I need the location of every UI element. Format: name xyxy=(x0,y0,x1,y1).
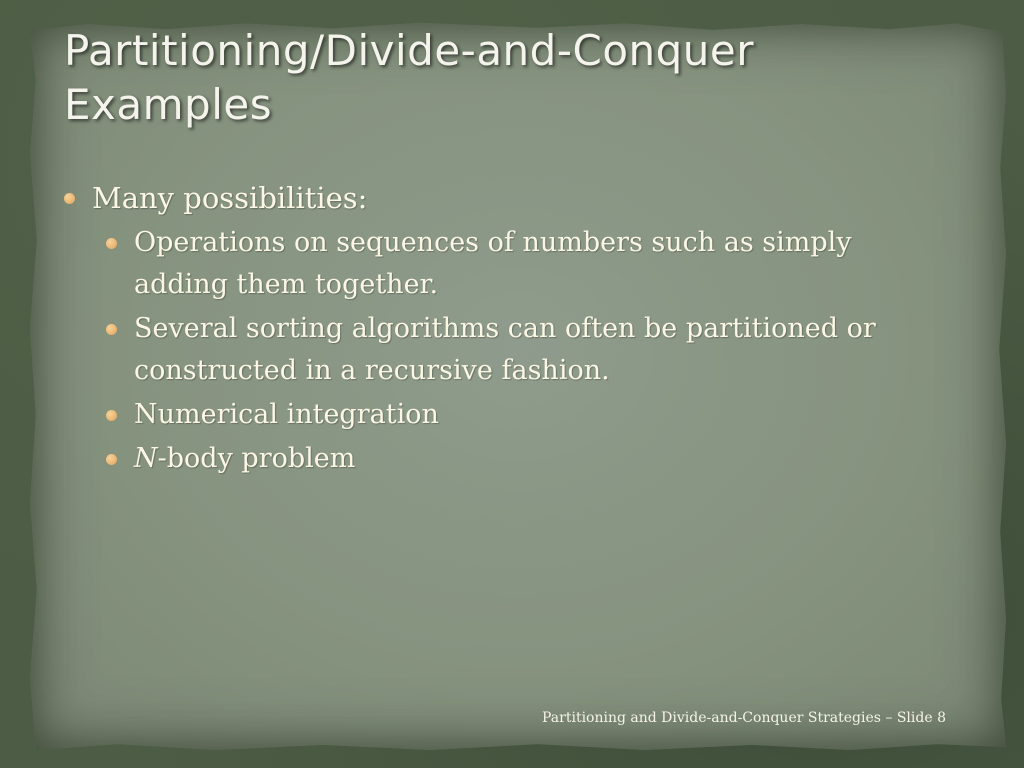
sub-bullet-item xyxy=(62,438,942,480)
bullet-item xyxy=(62,176,942,480)
bullet-dot-icon xyxy=(106,238,117,249)
sub-bullet-text: Several sorting algorithms can often be partitioned or constructed in a recursive fashion. xyxy=(134,313,876,386)
sub-bullet-text: -body problem xyxy=(157,443,356,474)
bullet-dot-icon xyxy=(106,324,117,335)
sub-bullet-item xyxy=(62,308,942,392)
sub-bullet-item xyxy=(62,222,942,306)
sub-bullet-text: Numerical integration xyxy=(134,399,439,430)
bullet-list xyxy=(62,176,942,480)
sub-bullet-text: Operations on sequences of numbers such as simply adding them together. xyxy=(134,227,852,300)
slide-content xyxy=(62,176,942,482)
bullet-text: Many possibilities: xyxy=(92,181,368,215)
sub-bullet-item xyxy=(62,394,942,436)
sub-bullet-list xyxy=(92,222,942,480)
bullet-dot-icon xyxy=(106,454,117,465)
slide-footer: Partitioning and Divide-and-Conquer Strategies – Slide 8 xyxy=(542,710,946,726)
slide-title: Partitioning/Divide-and-Conquer Examples xyxy=(64,26,755,129)
sub-bullet-text-italic: N xyxy=(134,443,158,474)
bullet-dot-icon xyxy=(64,193,75,204)
bullet-dot-icon xyxy=(106,410,117,421)
